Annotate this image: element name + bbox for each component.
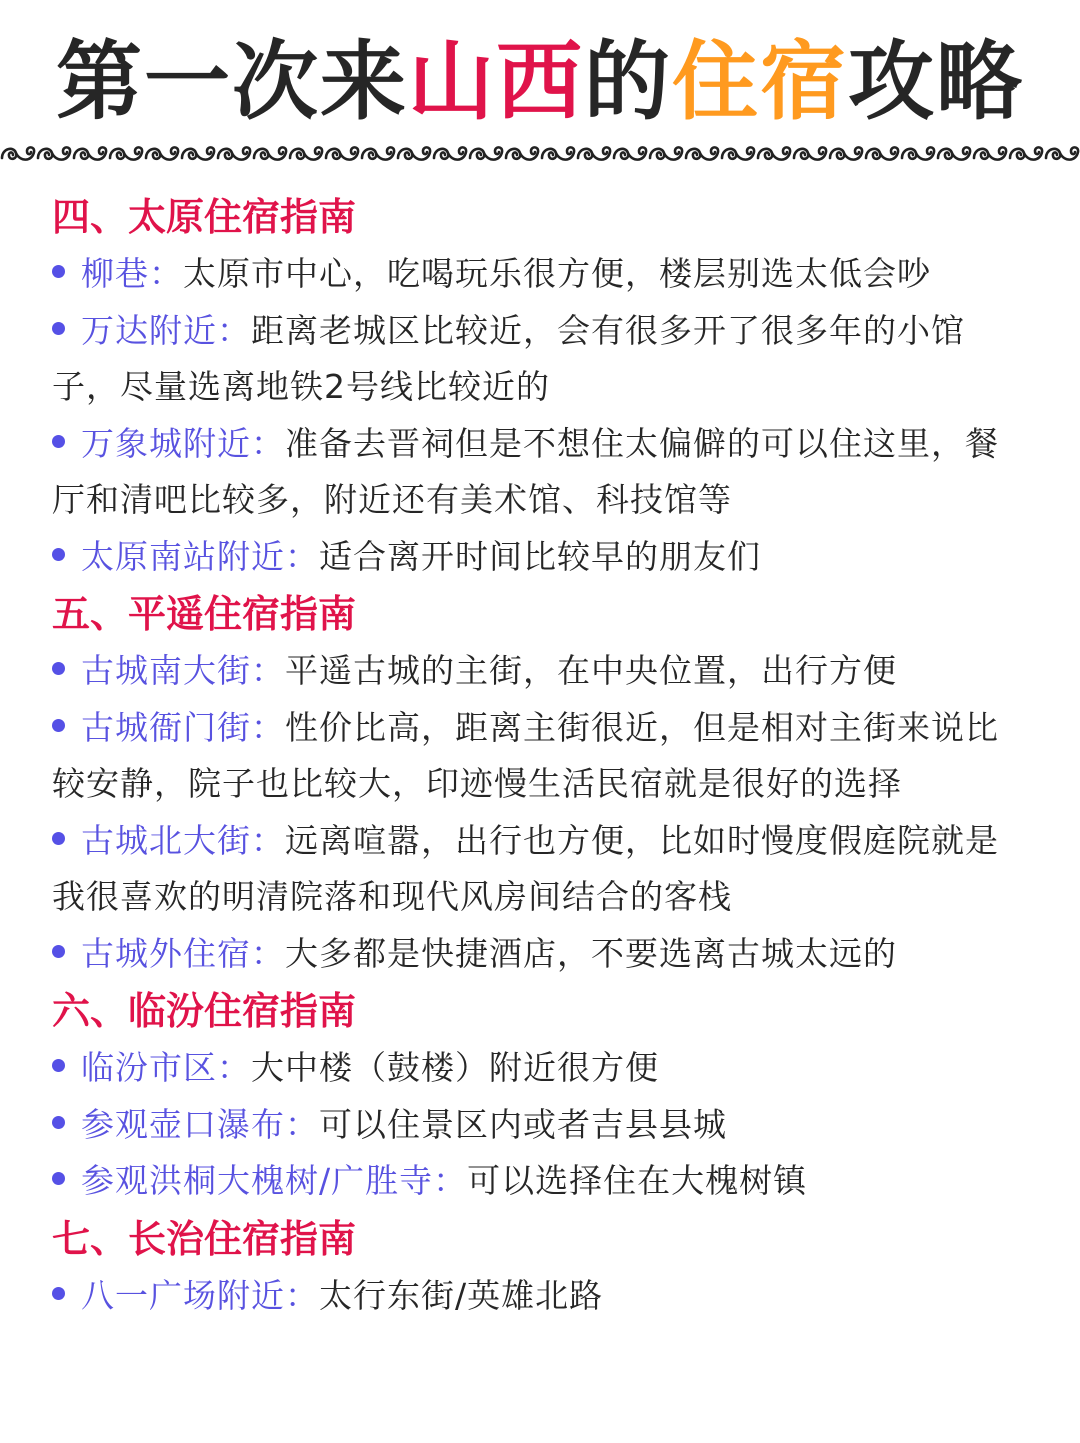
item-label: 古城衙门街： xyxy=(81,707,285,747)
section-taiyuan xyxy=(52,188,1012,585)
item-text: 太行东街/英雄北路 xyxy=(319,1275,604,1315)
guide-content xyxy=(52,188,1012,1324)
item-label: 太原南站附近： xyxy=(81,536,319,576)
item-label: 八一广场附近： xyxy=(81,1275,319,1315)
list-item xyxy=(52,303,1012,416)
list-item xyxy=(52,926,1012,983)
list-item xyxy=(52,1040,1012,1097)
section-pingyao xyxy=(52,585,1012,982)
item-label: 临汾市区： xyxy=(81,1048,251,1087)
list-item xyxy=(52,643,1012,700)
dot-bullet-icon xyxy=(52,322,65,335)
item-label: 万象城附近： xyxy=(81,423,285,463)
list-item xyxy=(52,1268,1012,1325)
list-item xyxy=(52,1153,1012,1210)
title-part-3: 的 xyxy=(584,32,672,132)
section-linfen xyxy=(52,982,1012,1210)
list-item xyxy=(52,700,1012,813)
item-label: 古城北大街： xyxy=(81,820,285,860)
title-part-5: 攻略 xyxy=(848,32,1024,132)
list-item xyxy=(52,1097,1012,1154)
dot-bullet-icon xyxy=(52,435,65,448)
item-label: 参观洪桐大槐树/广胜寺： xyxy=(81,1161,468,1200)
item-text: 太原市中心，吃喝玩乐很方便，楼层别选太低会吵 xyxy=(183,254,931,293)
list-item xyxy=(52,529,1012,586)
item-text: 适合离开时间比较早的朋友们 xyxy=(319,536,761,576)
title-highlight-shanxi: 山西 xyxy=(408,32,584,132)
item-label: 古城外住宿： xyxy=(81,933,285,973)
item-text: 可以选择住在大槐树镇 xyxy=(467,1161,808,1200)
list-item xyxy=(52,246,1012,303)
item-text: 可以住景区内或者吉县县城 xyxy=(319,1104,727,1144)
item-text: 性价比高，距离主街很近，但是相对主街来说比较安静，院子也比较大，印迹慢生活民宿就是很好的选择 xyxy=(52,707,999,803)
section-heading: 四、太原住宿指南 xyxy=(52,195,357,239)
dot-bullet-icon xyxy=(52,945,65,958)
item-text: 大中楼（鼓楼）附近很方便 xyxy=(251,1048,659,1087)
item-label: 古城南大街： xyxy=(81,651,285,690)
dot-bullet-icon xyxy=(52,719,65,732)
title-part-1: 第一次来 xyxy=(56,32,408,132)
list-item xyxy=(52,813,1012,926)
item-label: 万达附近： xyxy=(81,310,251,350)
title-highlight-lodging: 住宿 xyxy=(672,32,848,132)
dot-bullet-icon xyxy=(52,1116,65,1129)
page-title xyxy=(0,22,1080,142)
dot-bullet-icon xyxy=(52,662,65,675)
dot-bullet-icon xyxy=(52,1172,65,1185)
item-text: 远离喧嚣，出行也方便，比如时慢度假庭院就是我很喜欢的明清院落和现代风房间结合的客栈 xyxy=(52,820,999,916)
scroll-divider-icon xyxy=(0,140,1080,170)
item-text: 距离老城区比较近，会有很多开了很多年的小馆子，尽量选离地铁2号线比较近的 xyxy=(52,310,965,406)
dot-bullet-icon xyxy=(52,1287,65,1300)
section-heading: 六、临汾住宿指南 xyxy=(52,989,357,1033)
list-item xyxy=(52,416,1012,529)
dot-bullet-icon xyxy=(52,265,65,278)
item-label: 柳巷： xyxy=(81,254,183,293)
dot-bullet-icon xyxy=(52,1059,65,1072)
item-text: 平遥古城的主街，在中央位置，出行方便 xyxy=(285,651,897,690)
section-heading: 七、长治住宿指南 xyxy=(52,1216,357,1261)
item-text: 准备去晋祠但是不想住太偏僻的可以住这里，餐厅和清吧比较多，附近还有美术馆、科技馆等 xyxy=(52,423,999,519)
dot-bullet-icon xyxy=(52,832,65,845)
item-label: 参观壶口瀑布： xyxy=(81,1104,319,1144)
item-text: 大多都是快捷酒店，不要选离古城太远的 xyxy=(285,933,897,973)
dot-bullet-icon xyxy=(52,548,65,561)
section-changzhi xyxy=(52,1210,1012,1325)
section-heading: 五、平遥住宿指南 xyxy=(52,592,357,636)
